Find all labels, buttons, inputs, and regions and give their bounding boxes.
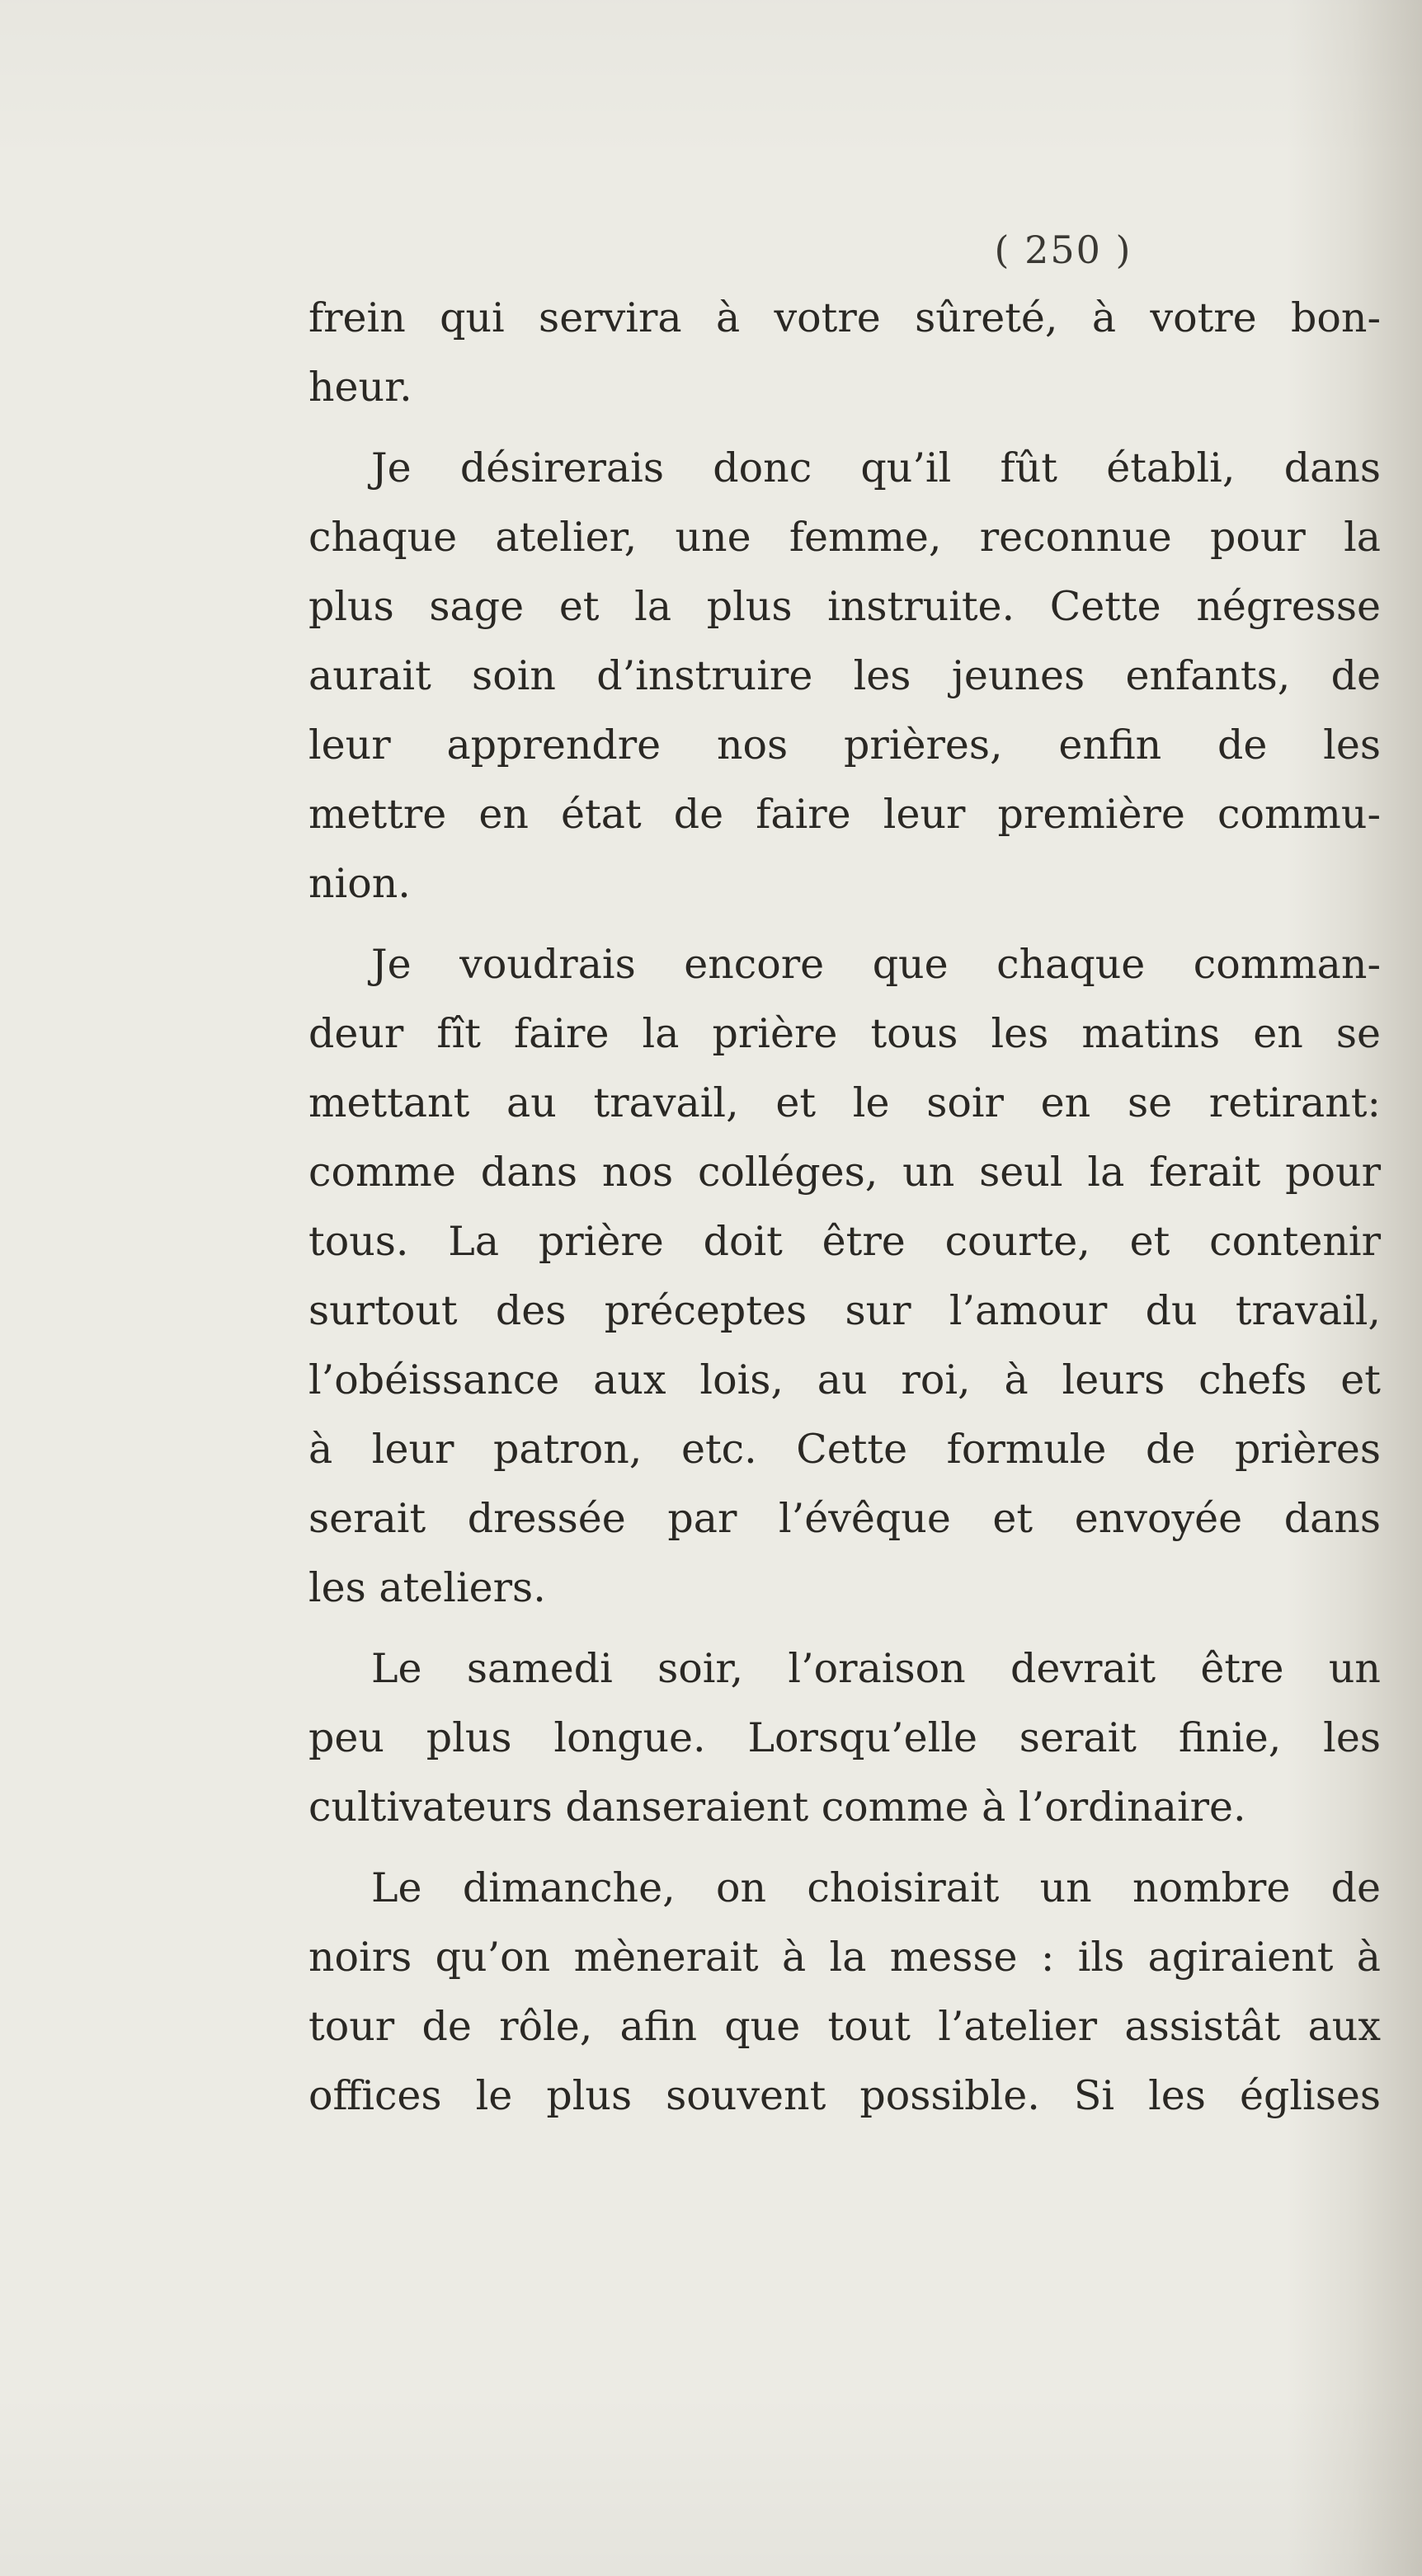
text-line: mettant au travail, et le soir en se retirant: bbox=[308, 1079, 1381, 1126]
text-line: serait dressée par l’évêque et envoyée dans bbox=[308, 1495, 1381, 1542]
paragraph-1 bbox=[308, 284, 1381, 422]
text-line: frein qui servira à votre sûreté, à votre bon- bbox=[308, 294, 1381, 341]
text-line: surtout des préceptes sur l’amour du travail, bbox=[308, 1287, 1381, 1334]
paragraph-4 bbox=[308, 1634, 1381, 1842]
paragraph-2 bbox=[308, 434, 1381, 919]
text-line: les ateliers. bbox=[308, 1564, 546, 1611]
text-line: offices le plus souvent possible. Si les églises bbox=[308, 2072, 1381, 2119]
text-line: Je voudrais encore que chaque comman- bbox=[371, 941, 1381, 988]
text-line: comme dans nos colléges, un seul la ferait pour bbox=[308, 1149, 1381, 1196]
text-line: l’obéissance aux lois, au roi, à leurs chefs et bbox=[308, 1356, 1381, 1403]
text-line: peu plus longue. Lorsqu’elle serait finie, les bbox=[308, 1714, 1381, 1761]
paragraph-5 bbox=[308, 1854, 1381, 2131]
text-line: chaque atelier, une femme, reconnue pour la bbox=[308, 514, 1381, 561]
text-line: à leur patron, etc. Cette formule de prières bbox=[308, 1426, 1381, 1473]
text-line: noirs qu’on mènerait à la messe : ils agiraient à bbox=[308, 1934, 1381, 1981]
text-line: plus sage et la plus instruite. Cette négresse bbox=[308, 583, 1381, 630]
text-line: mettre en état de faire leur première commu- bbox=[308, 791, 1381, 838]
text-line: cultivateurs danseraient comme à l’ordinaire. bbox=[308, 1784, 1246, 1831]
text-line: deur fît faire la prière tous les matins en se bbox=[308, 1010, 1381, 1057]
text-line: nion. bbox=[308, 860, 411, 907]
paragraph-3 bbox=[308, 930, 1381, 1623]
text-line: Le dimanche, on choisirait un nombre de bbox=[371, 1864, 1381, 1911]
text-line: Le samedi soir, l’oraison devrait être un bbox=[371, 1645, 1381, 1692]
text-line: leur apprendre nos prières, enfin de les bbox=[308, 722, 1381, 769]
text-line: tour de rôle, afin que tout l’atelier assistât aux bbox=[308, 2003, 1381, 2050]
page-number: ( 250 ) bbox=[994, 228, 1132, 272]
text-line: aurait soin d’instruire les jeunes enfants, de bbox=[308, 652, 1381, 699]
text-line: heur. bbox=[308, 364, 412, 411]
text-line: tous. La prière doit être courte, et contenir bbox=[308, 1218, 1381, 1265]
page-text bbox=[308, 216, 1381, 2131]
text-line: Je désirerais donc qu’il fût établi, dans bbox=[371, 444, 1381, 491]
